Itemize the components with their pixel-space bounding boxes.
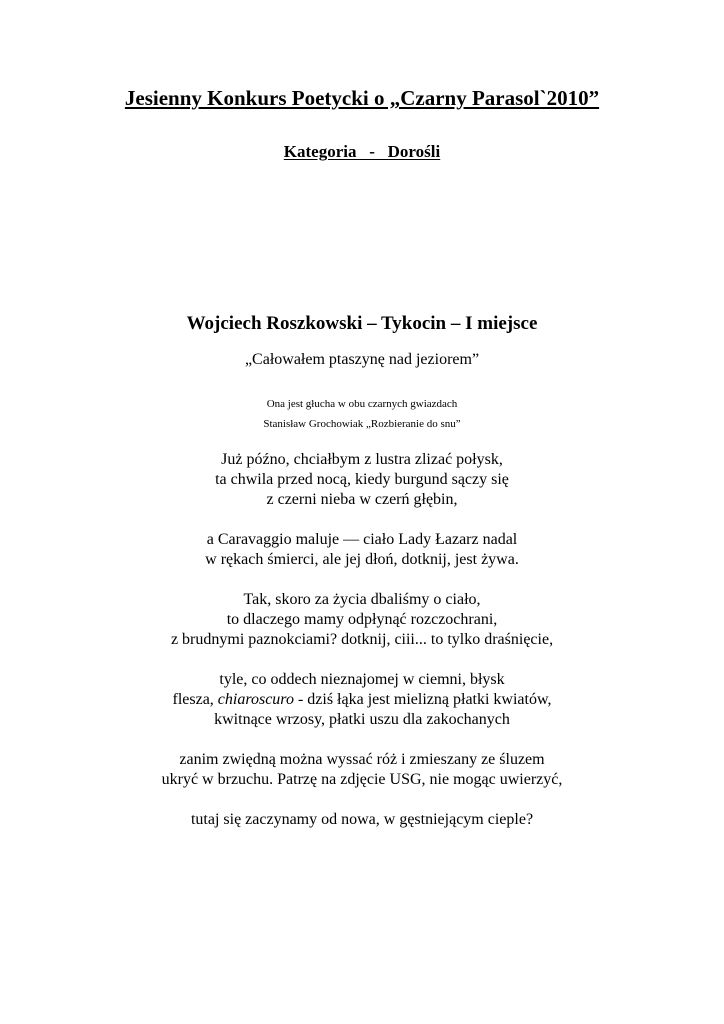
poem-line: z czerni nieba w czerń głębin, xyxy=(266,491,458,508)
stanza-2 xyxy=(0,530,724,570)
poem-line: w rękach śmierci, ale jej dłoń, dotknij, jest żywa. xyxy=(205,551,519,568)
poem-line: Tak, skoro za życia dbaliśmy o ciało, xyxy=(243,591,481,608)
poem-line xyxy=(0,690,724,710)
stanza-1 xyxy=(0,450,724,510)
poem-line: Już późno, chciałbym z lustra zlizać połysk, xyxy=(221,451,503,468)
epigraph-quote: Ona jest głucha w obu czarnych gwiazdach xyxy=(266,398,458,410)
poem-line-italic: chiaroscuro xyxy=(217,691,294,708)
poem-line: ta chwila przed nocą, kiedy burgund sączy się xyxy=(215,471,509,488)
poem-line: tutaj się zaczynamy od nowa, w gęstniejącym cieple? xyxy=(190,811,534,828)
poem-line-segment: - dziś łąka jest mielizną płatki kwiatów, xyxy=(293,691,552,708)
stanza-4 xyxy=(0,670,724,730)
poem-line: a Caravaggio maluje — ciało Lady Łazarz nadal xyxy=(206,531,518,548)
stanza-6 xyxy=(0,810,724,830)
poem-title: „Całowałem ptaszynę nad jeziorem” xyxy=(244,351,480,368)
contest-title: Jesienny Konkurs Poetycki o „Czarny Parasol`2010” xyxy=(124,86,600,110)
poem-line: z brudnymi paznokciami? dotknij, ciii... to tylko draśnięcie, xyxy=(170,631,554,648)
stanza-5 xyxy=(0,750,724,790)
epigraph-attribution: Stanisław Grochowiak „Rozbieranie do snu” xyxy=(263,418,461,430)
poem-body xyxy=(0,450,724,850)
poem-line: kwitnące wrzosy, płatki uszu dla zakochanych xyxy=(214,711,510,728)
poem-line-segment: flesza, xyxy=(172,691,218,708)
category-heading: Kategoria - Dorośli xyxy=(283,142,441,161)
poem-line: to dlaczego mamy odpłynąć rozczochrani, xyxy=(226,611,498,628)
poem-line: ukryć w brzuchu. Patrzę na zdjęcie USG, nie mogąc uwierzyć, xyxy=(161,771,563,788)
poem-line: zanim zwiędną można wyssać róż i zmieszany ze śluzem xyxy=(179,751,545,768)
winner-author-line: Wojciech Roszkowski – Tykocin – I miejsce xyxy=(186,313,538,334)
stanza-3 xyxy=(0,590,724,650)
poem-line: tyle, co oddech nieznajomej w ciemni, błysk xyxy=(219,671,505,688)
